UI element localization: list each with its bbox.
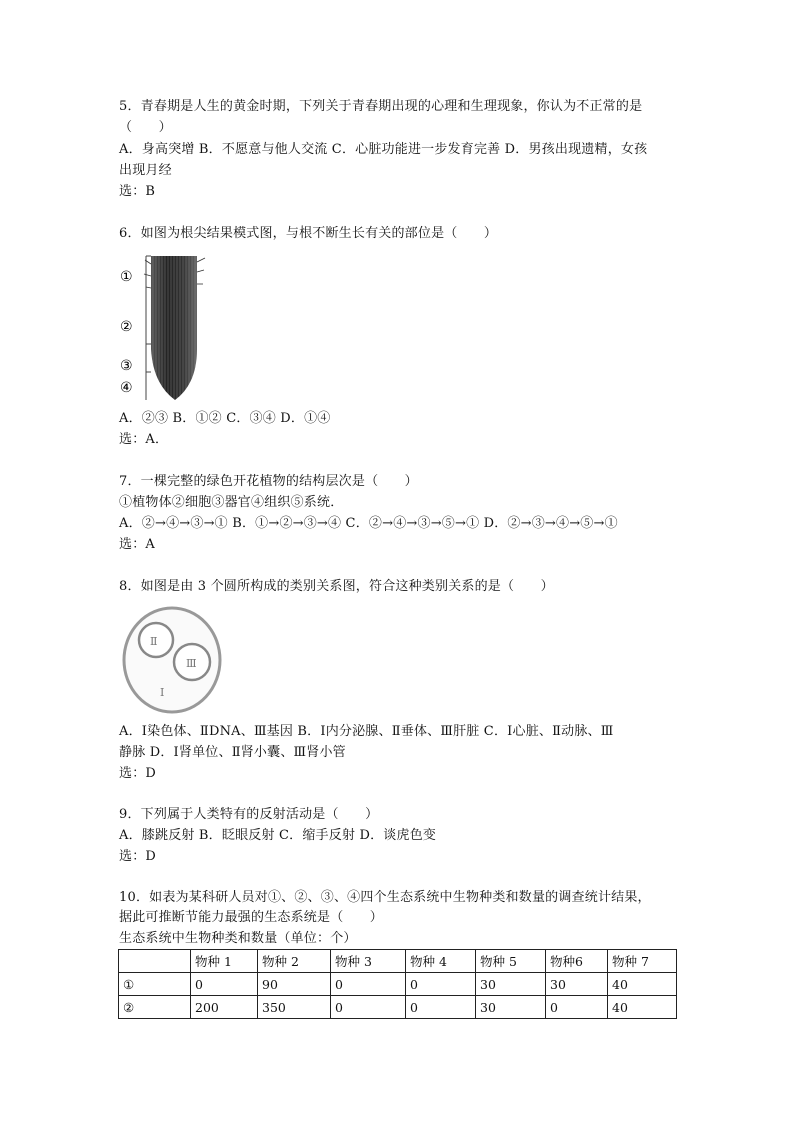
q5-options-line1: A．身高突增 B．不愿意与他人交流 C．心脏功能进一步发育完善 D．男孩出现遗精，女孩 (119, 142, 648, 157)
q6-stem: 6．如图为根尖结果模式图，与根不断生长有关的部位是（ ） (119, 226, 498, 241)
table-cell: 200 (191, 996, 258, 1019)
q7-answer: 选：A (119, 537, 155, 552)
nested-circles-diagram (120, 604, 226, 716)
circle-label-2: Ⅱ (150, 635, 158, 648)
root-tip-figure (119, 254, 209, 402)
root-label-1: ① (120, 269, 133, 285)
q5-stem-line1: 5．青春期是人生的黄金时期，下列关于青春期出现的心理和生理现象，你认为不正常的是 (119, 99, 643, 114)
table-cell: 0 (331, 996, 406, 1019)
table-cell: 90 (258, 973, 331, 996)
table-header-cell: 物种 5 (476, 950, 546, 973)
table-cell: 0 (331, 973, 406, 996)
q9-stem: 9．下列属于人类特有的反射活动是（ ） (119, 807, 379, 822)
root-label-3: ③ (120, 358, 133, 374)
q9-answer: 选：D (119, 849, 157, 864)
q6-answer: 选：A． (119, 432, 169, 447)
q5-answer: 选：B (119, 184, 156, 199)
q9-options: A．膝跳反射 B．眨眼反射 C．缩手反射 D．谈虎色变 (119, 828, 437, 843)
ecosystem-table (118, 949, 677, 1019)
circle-label-1: Ⅰ (160, 686, 165, 699)
q7-items: ①植物体②细胞③器官④组织⑤系统． (119, 495, 344, 510)
table-header-cell: 物种 1 (191, 950, 258, 973)
table-cell: 30 (476, 996, 546, 1019)
table-header-cell: 物种 3 (331, 950, 406, 973)
circle-relationship-figure (120, 604, 226, 716)
q8-options-line2: 静脉 D．Ⅰ肾单位、Ⅱ肾小囊、Ⅲ肾小管 (119, 745, 346, 760)
q5-stem-line2: （ ） (119, 120, 172, 135)
table-cell: 0 (191, 973, 258, 996)
table-header-row (119, 950, 677, 973)
table-header-cell: 物种 2 (258, 950, 331, 973)
table-cell: ② (119, 996, 191, 1019)
q5-options-line2: 出现月经 (119, 163, 172, 178)
q10-stem-line2: 据此可推断节能力最强的生态系统是（ ） (119, 910, 384, 925)
table-header-cell (119, 950, 191, 973)
table-cell: 30 (546, 973, 608, 996)
table-row (119, 973, 677, 996)
q7-stem: 7．一棵完整的绿色开花植物的结构层次是（ ） (119, 474, 418, 489)
table-cell: 40 (608, 996, 677, 1019)
table-header-cell: 物种6 (546, 950, 608, 973)
q8-options-line1: A．Ⅰ染色体、ⅡDNA、Ⅲ基因 B．Ⅰ内分泌腺、Ⅱ垂体、Ⅲ肝脏 C．Ⅰ心脏、Ⅱ动脉、Ⅲ (119, 724, 614, 739)
q10-stem-line1: 10．如表为某科研人员对①、②、③、④四个生态系统中生物种类和数量的调查统计结果， (119, 890, 651, 905)
table-cell: 0 (546, 996, 608, 1019)
q6-options: A．②③ B．①② C．③④ D．①④ (119, 411, 331, 426)
table-header-cell: 物种 7 (608, 950, 677, 973)
q10-table-caption: 生态系统中生物种类和数量（单位：个） (119, 931, 357, 946)
q7-options: A．②→④→③→① B．①→②→③→④ C．②→④→③→⑤→① D．②→③→④→⑤→① (119, 516, 618, 531)
q8-answer: 选：D (119, 766, 157, 781)
table-cell: 30 (476, 973, 546, 996)
table-row (119, 996, 677, 1019)
table-cell: ① (119, 973, 191, 996)
root-tip-diagram (119, 254, 209, 402)
circle-label-3: Ⅲ (186, 657, 197, 670)
root-label-2: ② (120, 319, 133, 335)
table-cell: 350 (258, 996, 331, 1019)
root-label-4: ④ (120, 380, 133, 396)
table-cell: 0 (406, 973, 476, 996)
table-cell: 40 (608, 973, 677, 996)
q8-stem: 8．如图是由 3 个圆所构成的类别关系图，符合这种类别关系的是（ ） (119, 579, 554, 594)
table-header-cell: 物种 4 (406, 950, 476, 973)
table-cell: 0 (406, 996, 476, 1019)
